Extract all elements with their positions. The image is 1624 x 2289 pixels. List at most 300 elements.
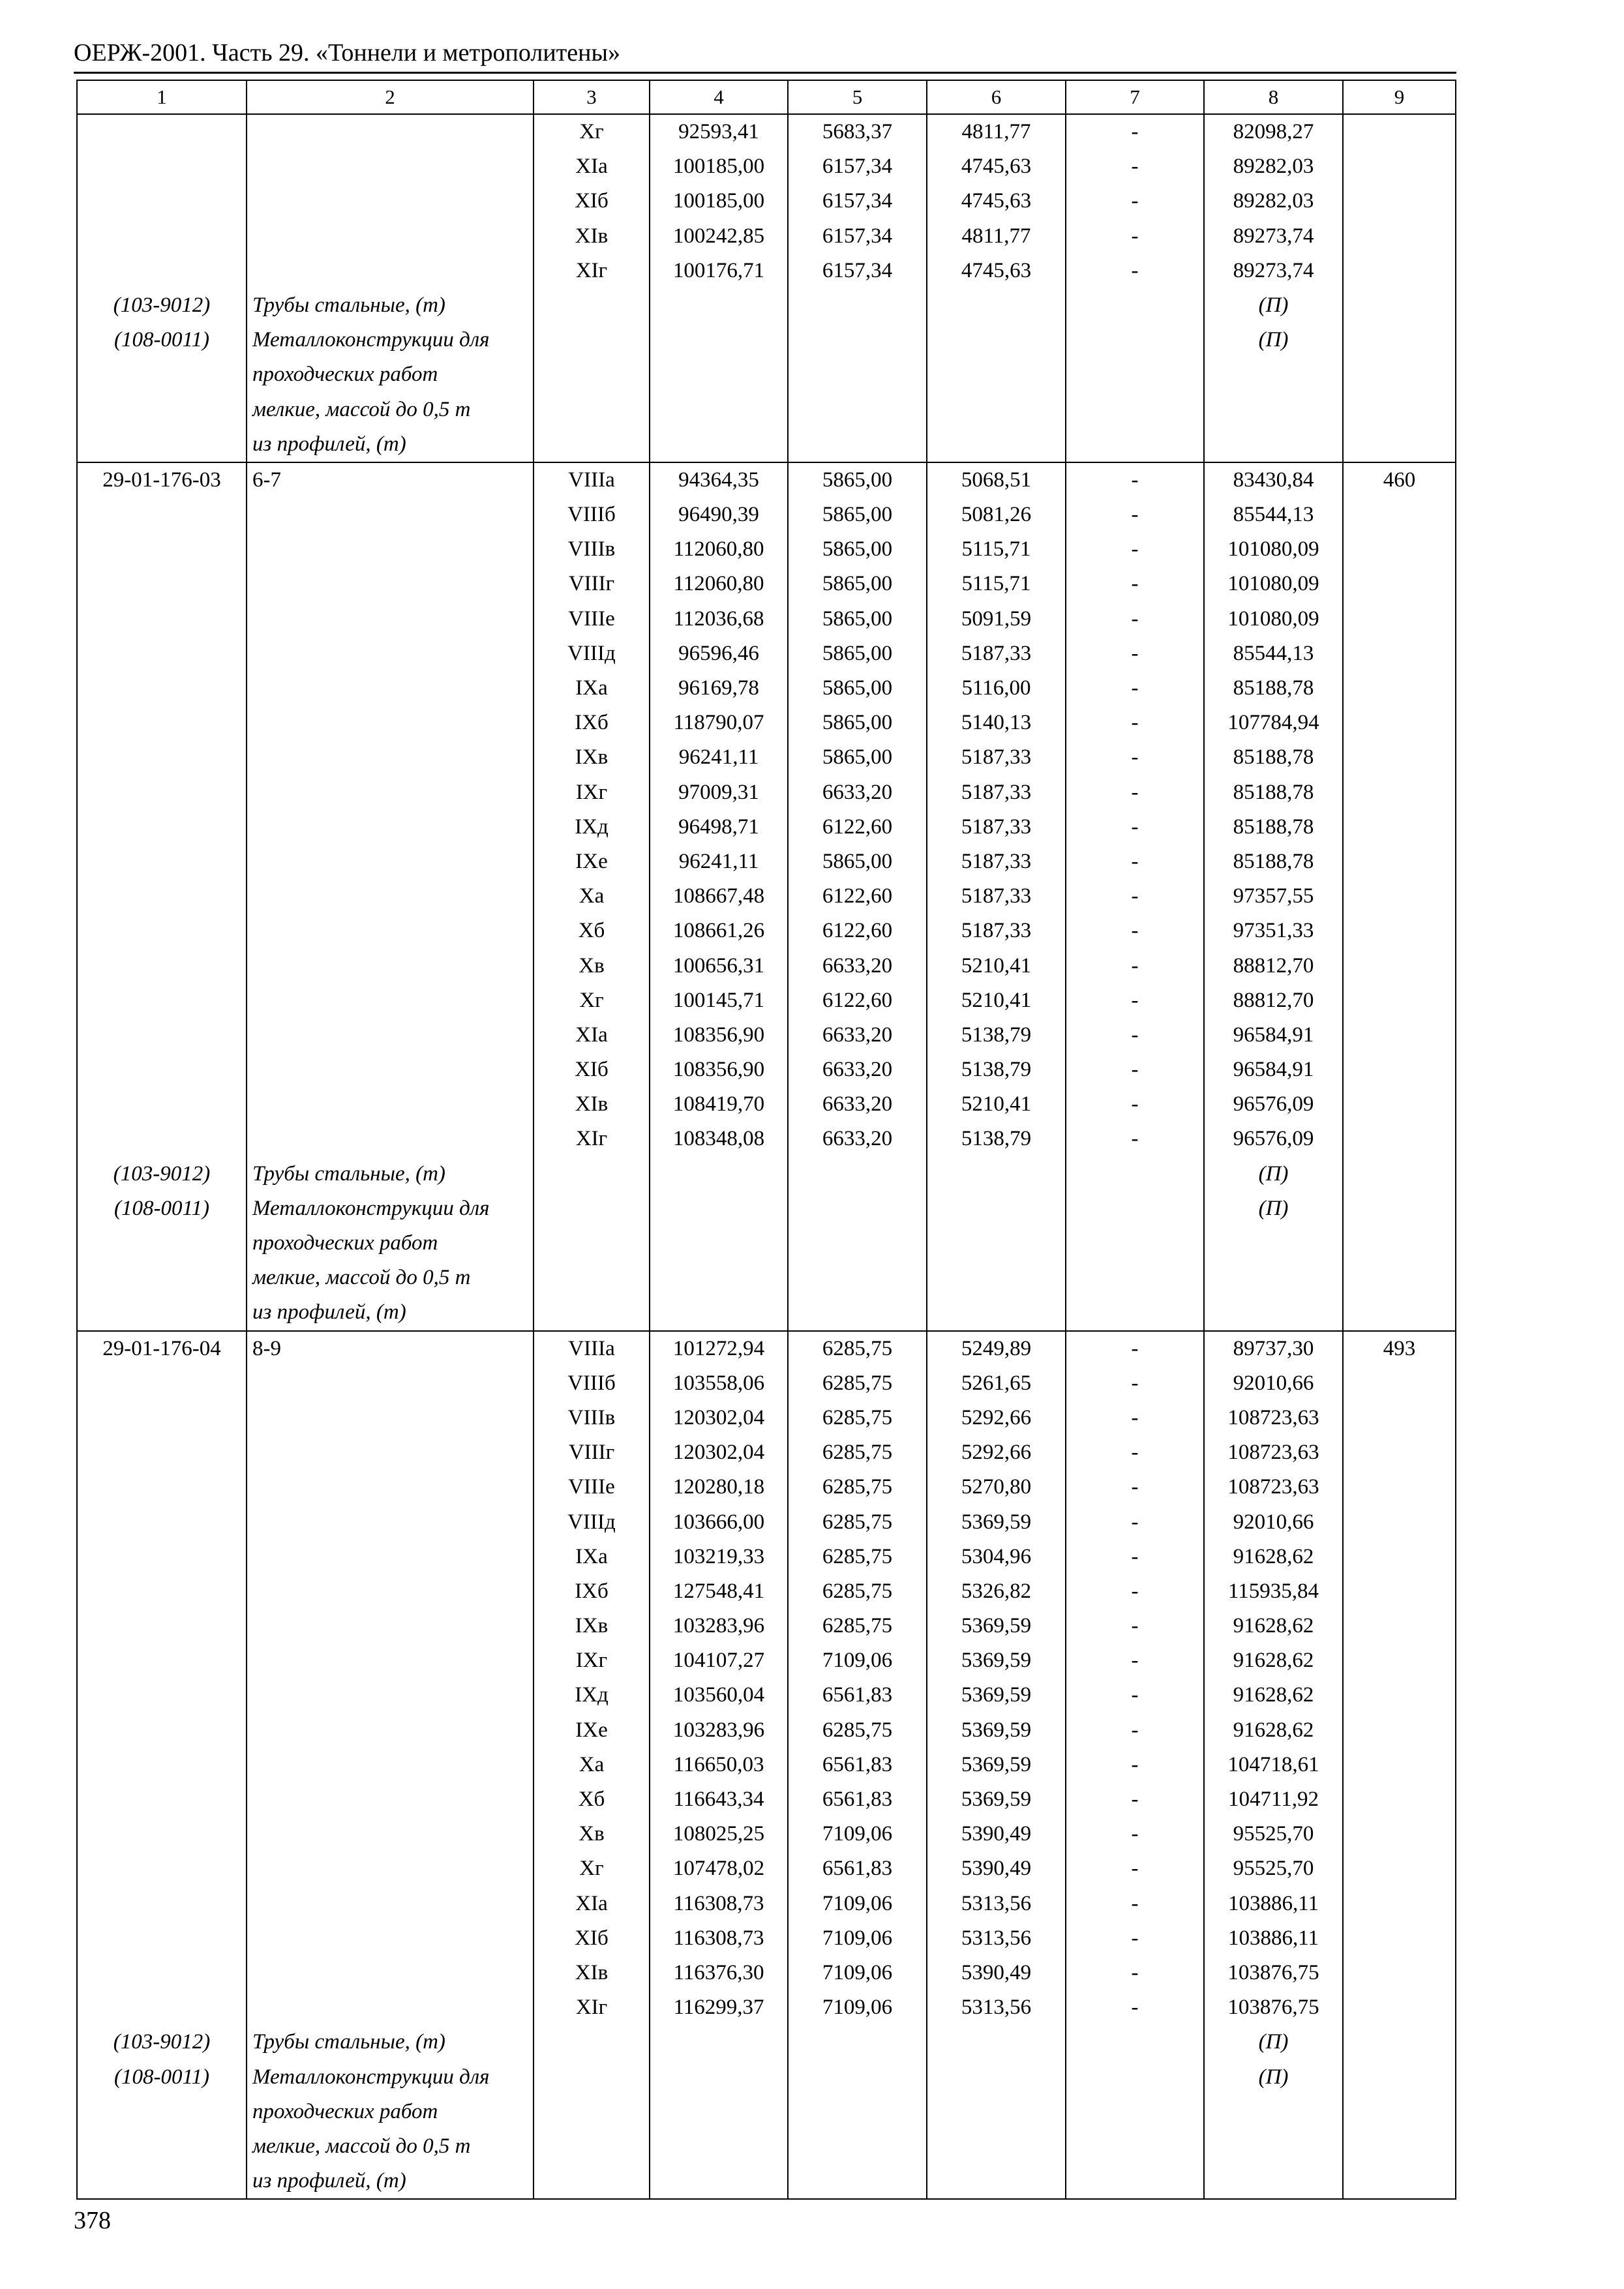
driver-wage-value: - [1131,745,1139,770]
wage-value: 5865,00 [822,468,893,492]
wage-value: 6285,75 [822,1336,893,1360]
material-value: 95525,70 [1233,1857,1314,1881]
total-cost-value: 116308,73 [673,1926,764,1950]
total-cost-value: 108348,08 [672,1127,765,1151]
material-code: (103-9012) [113,1161,211,1186]
machine-value: 5326,82 [961,1579,1032,1603]
category-label: IXa [575,1544,608,1568]
category-label: Xa [579,884,605,908]
material-value: 85188,78 [1233,780,1314,804]
total-cost-value: 112060,80 [673,572,764,596]
category-cell [534,462,650,1331]
wage-value: 5865,00 [822,641,893,665]
header-rule [74,72,1456,74]
wage-value: 6122,60 [822,919,893,943]
total-cost-value: 120302,04 [672,1441,765,1465]
category-label: XIв [575,1960,609,1984]
machine-value: 5369,59 [961,1649,1032,1673]
driver-wage-value: - [1131,711,1139,735]
driver-wage-value: - [1131,1960,1139,1984]
material-value: 97351,33 [1233,919,1314,943]
material-name-line: проходческих работ [252,2099,438,2123]
wage-cell [788,114,927,462]
machine-value: 5138,79 [961,1127,1032,1151]
total-cost-value: 108667,48 [672,884,765,908]
total-cost-value: 108661,26 [672,919,765,943]
total-cost-value: 103560,04 [672,1683,765,1707]
material-name-line: проходческих работ [252,1231,438,1255]
category-label: Xa [579,1752,605,1776]
machine-value: 5081,26 [961,503,1032,527]
material-value: 103876,75 [1227,1996,1319,2020]
machine-value: 5390,49 [961,1822,1032,1846]
total-cost-cell [650,114,788,462]
section-row [77,1331,1456,2200]
driver-wage-value: - [1131,1579,1139,1603]
machine-value: 5369,59 [961,1614,1032,1638]
category-label: IXд [575,815,609,839]
machine-cell [927,462,1066,1331]
material-value: 96584,91 [1233,1023,1314,1047]
machine-value: 5187,33 [961,745,1032,770]
wage-value: 6633,20 [822,1127,893,1151]
total-cost-value: 116376,30 [673,1960,764,1984]
total-cost-value: 108356,90 [672,1023,765,1047]
material-code: (103-9012) [113,2030,211,2054]
material-unit-mark: (П) [1258,328,1289,352]
machine-value: 5068,51 [961,468,1032,492]
material-value: 85188,78 [1233,745,1314,770]
driver-wage-value: - [1131,1092,1139,1116]
material-value: 96576,09 [1233,1092,1314,1116]
wage-value: 6561,83 [822,1788,893,1811]
total-cost-value: 116650,03 [673,1752,764,1776]
total-cost-value: 103283,96 [672,1718,765,1742]
total-cost-value: 96490,39 [678,503,759,527]
material-value: 107784,94 [1227,711,1319,735]
category-label: XIa [575,1891,608,1915]
category-label: VIIIе [568,1475,615,1499]
wage-value: 5865,00 [822,537,893,561]
wage-value: 5683,37 [822,120,893,143]
labor-value: 460 [1383,468,1416,492]
wage-value: 7109,06 [822,1926,893,1950]
driver-wage-value: - [1131,1822,1139,1846]
wage-value: 6122,60 [822,815,893,839]
material-value: 91628,62 [1233,1718,1314,1742]
rates-table [76,80,1456,2200]
material-unit-mark: (П) [1258,2030,1289,2054]
total-cost-cell [650,1331,788,2200]
driver-wage-value: - [1131,1788,1139,1811]
driver-wage-value: - [1131,1336,1139,1360]
category-label: XIб [575,1926,609,1950]
wage-value: 6285,75 [822,1371,893,1395]
wage-value: 6633,20 [822,1023,893,1047]
material-value: 85188,78 [1233,849,1314,873]
category-cell [534,114,650,462]
category-label: XIг [575,1996,608,2020]
total-cost-value: 103219,33 [672,1544,765,1568]
material-value: 103876,75 [1227,1960,1319,1984]
driver-wage-value: - [1131,884,1139,908]
material-name-line: Трубы стальные, (т) [252,1161,445,1186]
material-unit-mark: (П) [1258,1161,1289,1186]
material-value: 101080,09 [1227,606,1319,631]
material-value: 104711,92 [1227,1788,1319,1811]
total-cost-value: 100656,31 [672,953,765,978]
driver-wage-value: - [1131,258,1139,282]
wage-value: 6285,75 [822,1579,893,1603]
total-cost-value: 96596,46 [678,641,759,665]
material-unit-mark: (П) [1258,293,1289,317]
driver-wage-value: - [1131,676,1139,700]
rate-code: 29-01-176-04 [102,1336,221,1360]
material-code: (103-9012) [113,293,211,317]
material-value: 85188,78 [1233,676,1314,700]
material-code: (108-0011) [113,2065,210,2089]
machine-value: 4745,63 [961,258,1032,282]
driver-wage-value: - [1131,1510,1139,1534]
category-label: VIIIе [568,606,615,631]
driver-wage-value: - [1131,189,1139,213]
labor-cell [1343,114,1456,462]
category-label: IXa [575,676,608,700]
material-value: 89737,30 [1233,1336,1314,1360]
machine-value: 5210,41 [961,988,1032,1012]
wage-value: 7109,06 [822,1996,893,2020]
machine-value: 5115,71 [961,572,1031,596]
total-cost-value: 103283,96 [672,1614,765,1638]
total-cost-value: 112036,68 [673,606,764,631]
machine-value: 5138,79 [961,1058,1032,1082]
machine-value: 5140,13 [961,711,1032,735]
driver-wage-value: - [1131,780,1139,804]
wage-value: 6561,83 [822,1857,893,1881]
material-name-line: из профилей, (т) [252,432,406,456]
machine-value: 5369,59 [961,1683,1032,1707]
driver-wage-value: - [1131,1127,1139,1151]
machine-value: 5292,66 [961,1405,1032,1429]
total-cost-value: 104107,27 [672,1649,765,1673]
total-cost-value: 120280,18 [672,1475,765,1499]
category-label: Xв [579,1822,605,1846]
machine-value: 4811,77 [961,224,1031,248]
total-cost-value: 100185,00 [672,189,765,213]
driver-wage-value: - [1131,1405,1139,1429]
total-cost-value: 108356,90 [672,1058,765,1082]
material-name-line: Металлоконструкции для [252,1196,490,1220]
driver-wage-value: - [1131,1857,1139,1881]
total-cost-value: 96241,11 [678,745,759,770]
material-value: 101080,09 [1227,572,1319,596]
category-label: IXд [575,1683,609,1707]
material-value: 108723,63 [1227,1441,1319,1465]
total-cost-value: 100185,00 [672,155,765,179]
work-name: 8-9 [252,1336,281,1360]
driver-wage-cell [1066,462,1204,1331]
material-name-line: мелкие, массой до 0,5 т [252,2134,471,2158]
driver-wage-value: - [1131,815,1139,839]
wage-value: 5865,00 [822,606,893,631]
category-label: VIIIг [568,572,615,596]
column-number: 8 [1204,80,1343,114]
category-label: XIa [575,155,608,179]
material-value: 85544,13 [1233,503,1314,527]
work-name-cell [247,462,534,1331]
material-value: 101080,09 [1227,537,1319,561]
wage-value: 6561,83 [822,1752,893,1776]
machine-value: 5116,00 [961,676,1031,700]
category-label: Xг [579,120,604,143]
material-code: (108-0011) [113,328,210,352]
material-value: 103886,11 [1227,1891,1319,1915]
rate-code-cell [77,114,247,462]
rate-code-cell [77,462,247,1331]
driver-wage-value: - [1131,641,1139,665]
page-number: 378 [74,2207,111,2234]
wage-value: 6285,75 [822,1510,893,1534]
machine-value: 5115,71 [961,537,1031,561]
total-cost-value: 107478,02 [672,1857,765,1881]
material-name-line: проходческих работ [252,363,438,387]
wage-value: 5865,00 [822,572,893,596]
machine-value: 5187,33 [961,641,1032,665]
total-cost-value: 92593,41 [678,120,759,143]
total-cost-value: 100176,71 [672,258,765,282]
driver-wage-value: - [1131,1996,1139,2020]
wage-cell [788,1331,927,2200]
driver-wage-value: - [1131,1683,1139,1707]
total-cost-value: 96169,78 [678,676,759,700]
wage-value: 6157,34 [822,155,893,179]
machine-cell [927,114,1066,462]
material-name-line: Трубы стальные, (т) [252,293,445,317]
wage-value: 6285,75 [822,1405,893,1429]
category-label: IXг [575,780,608,804]
total-cost-value: 118790,07 [673,711,764,735]
machine-value: 5091,59 [961,606,1032,631]
labor-cell [1343,462,1456,1331]
category-label: IXе [575,1718,608,1742]
material-name-line: из профилей, (т) [252,2169,406,2193]
material-unit-mark: (П) [1258,2065,1289,2089]
total-cost-value: 103558,06 [672,1371,765,1395]
column-number: 4 [650,80,788,114]
wage-value: 6157,34 [822,189,893,213]
category-label: XIг [575,1127,608,1151]
total-cost-value: 120302,04 [672,1405,765,1429]
category-cell [534,1331,650,2200]
category-label: VIIIб [567,503,616,527]
work-name-cell [247,1331,534,2200]
wage-value: 6157,34 [822,258,893,282]
column-number: 5 [788,80,927,114]
category-label: Xг [579,988,604,1012]
machine-value: 5369,59 [961,1510,1032,1534]
driver-wage-value: - [1131,1614,1139,1638]
driver-wage-value: - [1131,919,1139,943]
wage-value: 7109,06 [822,1960,893,1984]
material-value: 91628,62 [1233,1649,1314,1673]
machine-value: 5313,56 [961,1891,1032,1915]
table-body [77,114,1456,2199]
column-number: 9 [1343,80,1456,114]
total-cost-value: 96498,71 [678,815,759,839]
material-value: 82098,27 [1233,120,1314,143]
total-cost-value: 101272,94 [672,1336,765,1360]
material-value: 91628,62 [1233,1614,1314,1638]
wage-value: 7109,06 [822,1891,893,1915]
category-label: VIIIa [568,468,615,492]
wage-value: 6122,60 [822,884,893,908]
category-label: VIIIд [567,641,616,665]
driver-wage-value: - [1131,1058,1139,1082]
total-cost-value: 97009,31 [678,780,759,804]
wage-value: 6157,34 [822,224,893,248]
material-value: 91628,62 [1233,1683,1314,1707]
category-label: XIв [575,1092,609,1116]
wage-value: 5865,00 [822,745,893,770]
section-row [77,114,1456,462]
work-name-cell [247,114,534,462]
material-value: 96584,91 [1233,1058,1314,1082]
machine-value: 4745,63 [961,155,1032,179]
material-name-line: Металлоконструкции для [252,328,490,352]
wage-value: 6633,20 [822,953,893,978]
machine-value: 5313,56 [961,1926,1032,1950]
material-value: 85544,13 [1233,641,1314,665]
category-label: IXв [575,745,609,770]
driver-wage-value: - [1131,606,1139,631]
wage-cell [788,462,927,1331]
total-cost-value: 116308,73 [673,1891,764,1915]
material-value: 83430,84 [1233,468,1314,492]
material-cell [1204,1331,1343,2200]
driver-wage-value: - [1131,1475,1139,1499]
labor-value: 493 [1383,1336,1416,1360]
material-value: 92010,66 [1233,1371,1314,1395]
driver-wage-cell [1066,1331,1204,2200]
wage-value: 5865,00 [822,849,893,873]
work-name: 6-7 [252,468,281,492]
material-value: 88812,70 [1233,953,1314,978]
category-label: IXг [575,1649,608,1673]
rate-code: 29-01-176-03 [102,468,221,492]
machine-value: 5390,49 [961,1857,1032,1881]
category-label: VIIIa [568,1336,615,1360]
category-label: Xб [578,1788,605,1811]
total-cost-value: 127548,41 [672,1579,765,1603]
driver-wage-value: - [1131,224,1139,248]
category-label: IXб [575,711,609,735]
category-label: Xг [579,1857,604,1881]
machine-value: 5292,66 [961,1441,1032,1465]
category-label: IXе [575,849,608,873]
wage-value: 6285,75 [822,1475,893,1499]
total-cost-value: 116299,37 [673,1996,764,2020]
total-cost-value: 108025,25 [672,1822,765,1846]
driver-wage-value: - [1131,1752,1139,1776]
category-label: XIб [575,189,609,213]
material-value: 104718,61 [1227,1752,1319,1776]
total-cost-value: 96241,11 [678,849,759,873]
page-header: ОЕРЖ-2001. Часть 29. «Тоннели и метрополитены» [74,39,621,67]
material-name-line: мелкие, массой до 0,5 т [252,1266,471,1290]
machine-value: 5304,96 [961,1544,1032,1568]
machine-value: 5390,49 [961,1960,1032,1984]
driver-wage-value: - [1131,1441,1139,1465]
wage-value: 6285,75 [822,1441,893,1465]
wage-value: 7109,06 [822,1822,893,1846]
category-label: VIIIд [567,1510,616,1534]
material-value: 108723,63 [1227,1475,1319,1499]
total-cost-value: 116643,34 [673,1788,764,1811]
material-value: 97357,55 [1233,884,1314,908]
machine-value: 5261,65 [961,1371,1032,1395]
driver-wage-value: - [1131,572,1139,596]
driver-wage-value: - [1131,155,1139,179]
wage-value: 6285,75 [822,1718,893,1742]
machine-value: 5369,59 [961,1788,1032,1811]
material-cell [1204,114,1343,462]
material-name-line: Трубы стальные, (т) [252,2030,445,2054]
category-label: XIг [575,258,608,282]
machine-value: 4811,77 [961,120,1031,143]
driver-wage-value: - [1131,468,1139,492]
material-code: (108-0011) [113,1196,210,1220]
material-value: 89282,03 [1233,189,1314,213]
driver-wage-value: - [1131,503,1139,527]
category-label: XIб [575,1058,609,1082]
category-label: VIIIв [567,1405,616,1429]
category-label: XIa [575,1023,608,1047]
machine-value: 5187,33 [961,780,1032,804]
machine-value: 5187,33 [961,884,1032,908]
material-value: 85188,78 [1233,815,1314,839]
driver-wage-value: - [1131,988,1139,1012]
machine-value: 4745,63 [961,189,1032,213]
material-unit-mark: (П) [1258,1196,1289,1220]
driver-wage-value: - [1131,1544,1139,1568]
category-label: XIв [575,224,609,248]
category-label: Xб [578,919,605,943]
category-label: VIIIв [567,537,616,561]
wage-value: 5865,00 [822,503,893,527]
material-value: 89282,03 [1233,155,1314,179]
machine-value: 5249,89 [961,1336,1032,1360]
category-label: VIIIб [567,1371,616,1395]
material-name-line: из профилей, (т) [252,1300,406,1324]
material-name-line: Металлоконструкции для [252,2065,490,2089]
machine-value: 5138,79 [961,1023,1032,1047]
machine-value: 5187,33 [961,815,1032,839]
column-number: 6 [927,80,1066,114]
material-value: 96576,09 [1233,1127,1314,1151]
machine-value: 5210,41 [961,1092,1032,1116]
material-value: 89273,74 [1233,258,1314,282]
category-label: VIIIг [568,1441,615,1465]
labor-cell [1343,1331,1456,2200]
material-value: 89273,74 [1233,224,1314,248]
section-row [77,462,1456,1331]
machine-value: 5369,59 [961,1752,1032,1776]
driver-wage-value: - [1131,1649,1139,1673]
machine-value: 5187,33 [961,919,1032,943]
material-cell [1204,462,1343,1331]
machine-value: 5270,80 [961,1475,1032,1499]
wage-value: 6285,75 [822,1544,893,1568]
